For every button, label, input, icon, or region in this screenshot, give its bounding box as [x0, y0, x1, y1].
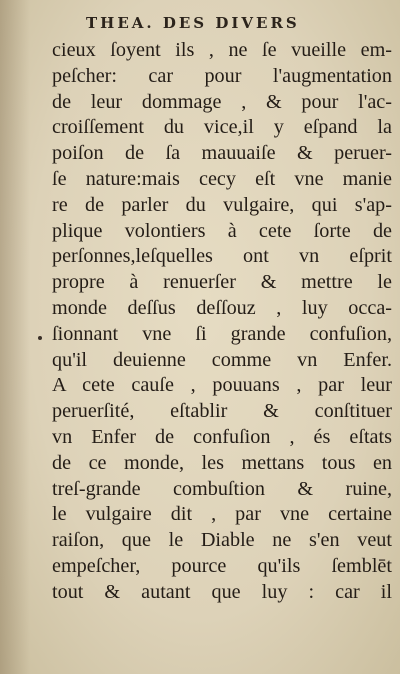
body-text: [52, 38, 392, 606]
text-line: raiſon, que le Diable ne s'en veut: [52, 529, 392, 552]
text-line: poiſon de ſa mauuaiſe & peruer-: [52, 142, 392, 165]
gutter-shadow: [0, 0, 30, 674]
text-line: croiſſement du vice,il y eſpand la: [52, 116, 392, 139]
text-line: ſionnant vne ſi grande confuſion,: [52, 322, 392, 345]
text-line: de leur dommage , & pour l'ac-: [52, 90, 392, 113]
text-line: perſonnes,leſquelles ont vn eſprit: [52, 245, 392, 268]
text-line: A cete cauſe , pouuans , par leur: [52, 374, 392, 397]
text-line: treſ-grande combuſtion & ruine,: [52, 477, 392, 500]
text-line: cieux ſoyent ils , ne ſe vueille em-: [52, 39, 392, 61]
text-line: monde deſſus deſſouz , luy occa-: [52, 296, 392, 319]
text-line: propre à renuerſer & mettre le: [52, 271, 392, 294]
text-line: re de parler du vulgaire, qui s'ap-: [52, 193, 392, 216]
text-line: vn Enfer de confuſion , és eſtats: [52, 425, 392, 448]
text-line: peſcher: car pour l'augmentation: [52, 64, 392, 87]
running-head: THEA. DES DIVERS: [86, 14, 300, 32]
text-line: qu'il deuienne comme vn Enfer.: [52, 348, 392, 371]
text-line: peruerſité, eſtablir & conſtituer: [52, 400, 392, 423]
text-line: empeſcher, pource qu'ils ſemblēt: [52, 554, 392, 577]
text-line: tout & autant que luy : car il: [52, 580, 392, 603]
text-line: le vulgaire dit , par vne certaine: [52, 503, 392, 526]
text-line: plique volontiers à cete ſorte de: [52, 219, 392, 242]
margin-mark: [38, 336, 42, 340]
text-line: ſe nature:mais cecy eſt vne manie: [52, 167, 392, 190]
text-line: de ce monde, les mettans tous en: [52, 451, 392, 474]
